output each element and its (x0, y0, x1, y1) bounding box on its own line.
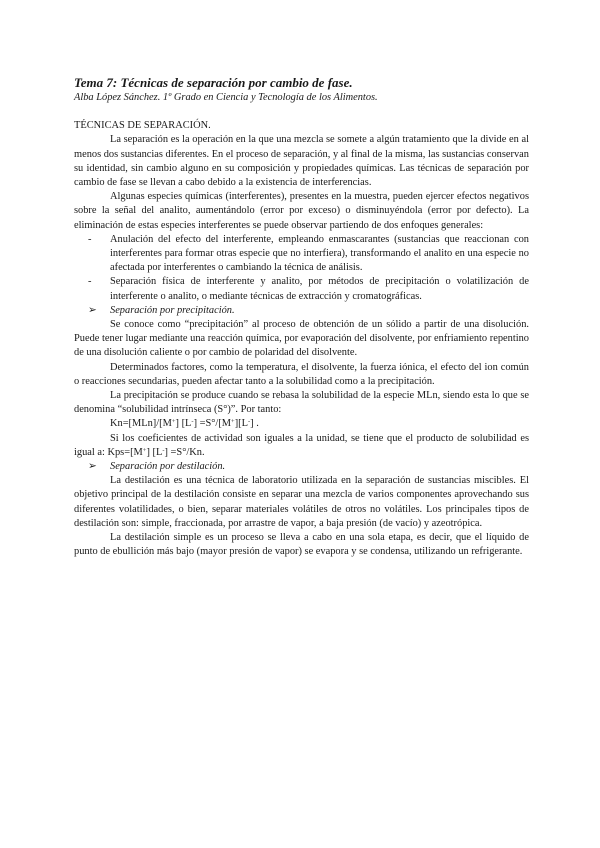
dash-bullet: - (88, 276, 92, 288)
approaches-list (74, 233, 529, 304)
approach-item-1 (74, 233, 529, 276)
document-page (74, 74, 529, 560)
dash-bullet: - (88, 233, 92, 245)
precipitation-paragraph-1: Se conoce como “precipitación” al proceso de obtención de un sólido a partir de una disolución. Puede tener lugar mediante una reacción química, por evaporación del disolvente, por enfriamiento repentino de una disolución caliente o por cambio de polaridad del disolvente. (74, 319, 529, 359)
section-title: TÉCNICAS DE SEPARACIÓN. (74, 120, 211, 132)
approach-item-2 (74, 275, 529, 303)
document-title: Tema 7: Técnicas de separación por cambio de fase. (74, 75, 353, 90)
formula-kn: Kn=[MLn]/[M+] [L-] =S°/[M+][L-] . (110, 418, 259, 430)
distillation-heading-text: Separación por destilación. (110, 461, 226, 473)
intro-paragraph-2: Algunas especies químicas (interferentes), presentes en la muestra, pueden ejercer efectos negativos sobre la señal del analito, aumentándolo (error por exceso) o disminuyéndola (error por defecto). La eliminación de estas especies interferentes se puede observar partiendo de dos enfoques generales: (74, 191, 529, 231)
distillation-heading (74, 460, 529, 474)
intro-paragraph-1: La separación es la operación en la que una mezcla se somete a algún tratamiento que la divide en al menos dos sustancias diferentes. En el proceso de separación, y al final de la misma, las sustancias conservan su identidad, sin cambio alguno en su composición y propiedades químicas. Las técnicas de separación por cambio de fase se llevan a cabo debido a la existencia de interferencias. (74, 134, 529, 189)
precipitation-paragraph-3: La precipitación se produce cuando se rebasa la solubilidad de la especie MLn, siendo esta lo que se denomina “solubilidad intrínseca (S°)”. Por tanto: (74, 390, 529, 416)
precipitation-paragraph-4: Si los coeficientes de actividad son iguales a la unidad, se tiene que el producto de solubilidad es igual a: Kps=[M+] [L-] =S°/Kn. (74, 432, 529, 458)
precipitation-heading-text: Separación por precipitación. (110, 304, 235, 316)
arrow-bullet-icon: ➢ (88, 461, 97, 473)
document-subtitle: Alba López Sánchez. 1º Grado en Ciencia y Tecnología de los Alimentos. (74, 92, 378, 103)
distillation-paragraph-2: La destilación simple es un proceso se lleva a cabo en una sola etapa, es decir, que el líquido de punto de ebullición más bajo (mayor presión de vapor) se evapora y se condensa, utilizando un refrigerante. (74, 532, 529, 558)
distillation-paragraph-1: La destilación es una técnica de laboratorio utilizada en la separación de sustancias miscibles. El objetivo principal de la destilación consiste en separar una mezcla de varios componentes aprovechando sus diferentes volatilidades, o bien, separar materiales volátiles de otros no volátiles. Los principales tipos de destilación son: simple, fraccionada, por arrastre de vapor, a baja presión (de vacío) y azeotrópica. (74, 475, 529, 529)
arrow-bullet-icon: ➢ (88, 304, 97, 316)
precipitation-heading (74, 304, 529, 318)
approach-text: Separación física de interferente y analito, por métodos de precipitación o volatilización de interferente o analito, o mediante técnicas de extracción y cromatográficas. (110, 276, 529, 302)
precipitation-paragraph-2: Determinados factores, como la temperatura, el disolvente, la fuerza iónica, el efecto del ion común o reacciones secundarias, pueden afectar tanto a la solubilidad como a la precipitación. (74, 361, 529, 387)
approach-text: Anulación del efecto del interferente, empleando enmascarantes (sustancias que reaccionan con interferentes para formar otras especie que no interfiera), transformando el analito en una especie no afectada por interferentes o cambiando la técnica de análisis. (110, 233, 529, 274)
